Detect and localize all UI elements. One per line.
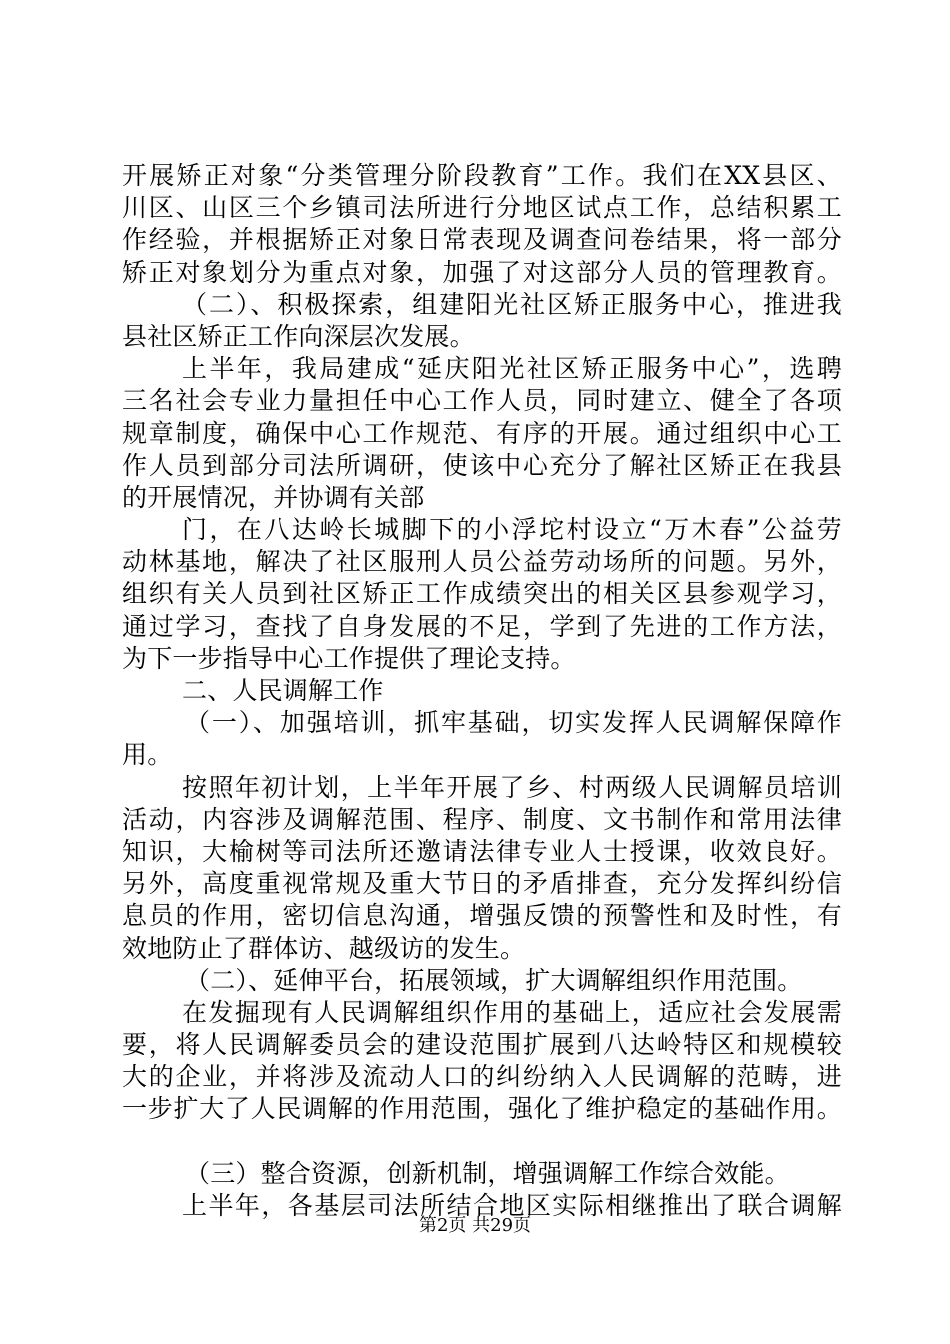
text-line: 一步扩大了人民调解的作用范围，强化了维护稳定的基础作用。	[122, 1094, 842, 1124]
text-line: 作经验，并根据矫正对象日常表现及调查问卷结果，将一部分	[122, 225, 842, 255]
text-line: 的开展情况，并协调有关部	[122, 482, 425, 512]
paragraph-gap	[122, 1126, 842, 1158]
text-line: 三名社会专业力量担任中心工作人员，同时建立、健全了各项	[122, 386, 842, 416]
text-line: 知识，大榆树等司法所还邀请法律专业人士授课，收效良好。	[122, 836, 842, 866]
page-number-footer: 第2页 共29页	[418, 1215, 532, 1236]
text-line: 要，将人民调解委员会的建设范围扩展到八达岭特区和规模较	[122, 1030, 842, 1060]
body-text	[122, 160, 842, 1222]
paragraph-first-line: 按照年初计划，上半年开展了乡、村两级人民调解员培训	[182, 772, 842, 802]
text-line: 动林基地，解决了社区服刑人员公益劳动场所的问题。另外，	[122, 547, 842, 577]
section-heading: （一）、加强培训，抓牢基础，切实发挥人民调解保障作	[185, 708, 842, 738]
text-line: 县社区矫正工作向深层次发展。	[122, 321, 475, 351]
section-heading: （二）、延伸平台，拓展领域，扩大调解组织作用范围。	[185, 965, 803, 995]
section-heading: 二、人民调解工作	[182, 676, 384, 705]
text-line: 另外，高度重视常规及重大节日的矛盾排查，充分发挥纠纷信	[122, 869, 842, 899]
text-line: 用。	[122, 740, 173, 770]
text-line: 通过学习，查找了自身发展的不足，学到了先进的工作方法，	[122, 611, 842, 641]
section-heading: （三）整合资源，创新机制，增强调解工作综合效能。	[185, 1158, 790, 1188]
paragraph-first-line: 上半年，我局建成“延庆阳光社区矫正服务中心”，选聘	[182, 354, 842, 384]
text-line: 规章制度，确保中心工作规范、有序的开展。通过组织中心工	[122, 418, 842, 448]
paragraph-first-line: 在发掘现有人民调解组织作用的基础上，适应社会发展需	[182, 997, 842, 1027]
paragraph-first-line: 门，在八达岭长城脚下的小浮坨村设立“万木春”公益劳	[182, 515, 842, 545]
text-line: 效地防止了群体访、越级访的发生。	[122, 933, 526, 963]
paragraph-first-line: 上半年，各基层司法所结合地区实际相继推出了联合调解	[182, 1191, 842, 1220]
text-line: 活动，内容涉及调解范围、程序、制度、文书制作和常用法律	[122, 804, 842, 834]
text-line: 息员的作用，密切信息沟通，增强反馈的预警性和及时性，有	[122, 901, 842, 931]
text-line: 川区、山区三个乡镇司法所进行分地区试点工作，总结积累工	[122, 193, 842, 223]
text-line: 开展矫正对象“分类管理分阶段教育”工作。我们在XX县区、	[122, 161, 842, 190]
text-line: 作人员到部分司法所调研，使该中心充分了解社区矫正在我县	[122, 450, 842, 480]
text-line: 为下一步指导中心工作提供了理论支持。	[122, 643, 576, 673]
text-line: 大的企业，并将涉及流动人口的纠纷纳入人民调解的范畴，进	[122, 1062, 842, 1092]
text-line: 矫正对象划分为重点对象，加强了对这部分人员的管理教育。	[122, 257, 842, 287]
text-line: 组织有关人员到社区矫正工作成绩突出的相关区县参观学习，	[122, 579, 842, 609]
section-heading: （二）、积极探索，组建阳光社区矫正服务中心，推进我	[182, 289, 842, 319]
